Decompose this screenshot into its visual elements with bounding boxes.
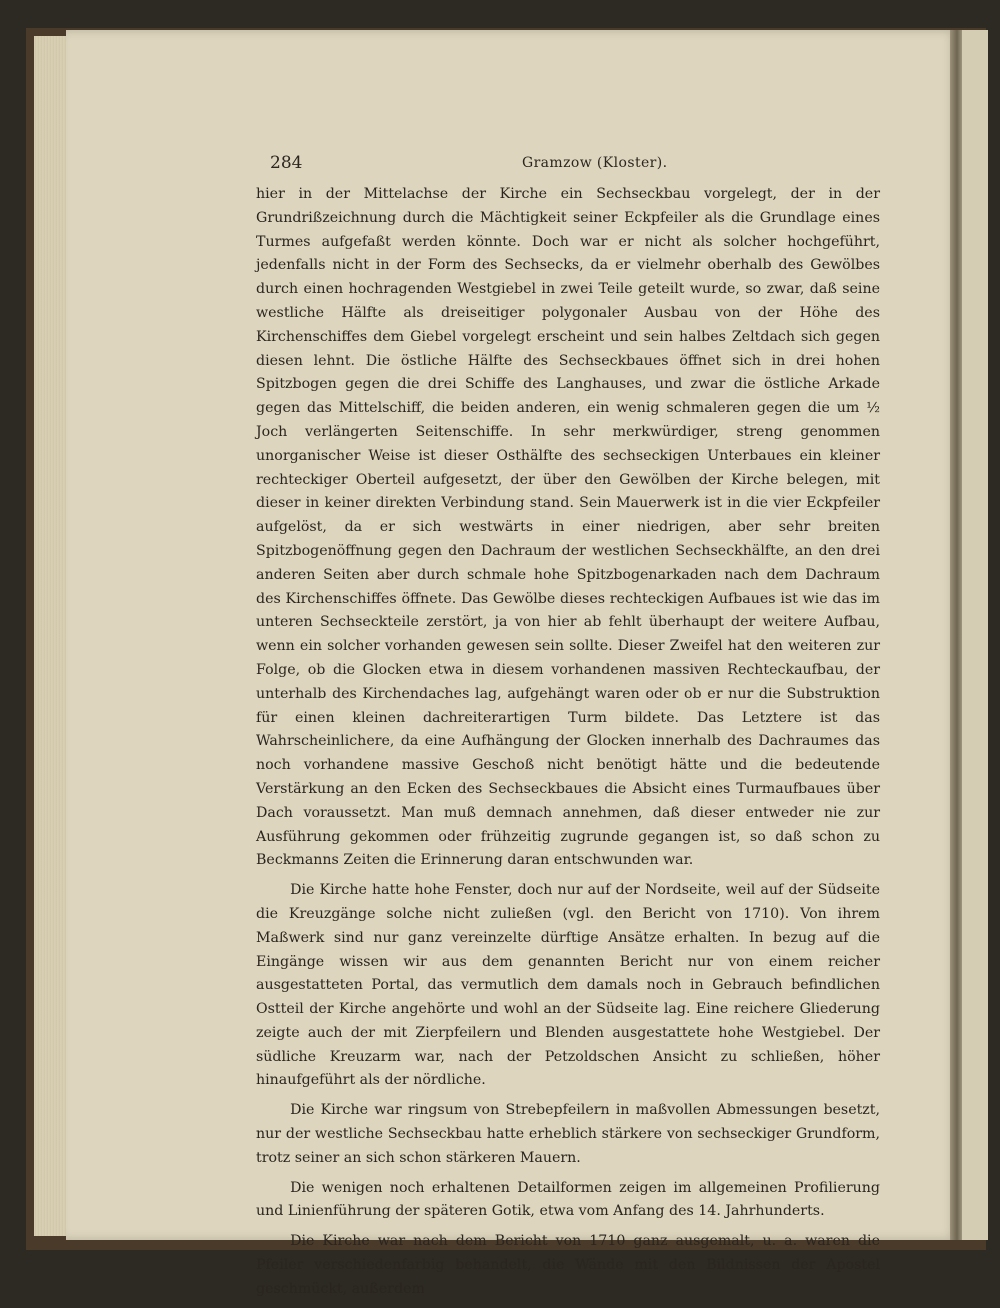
paragraph: Die Kirche hatte hohe Fenster, doch nur auf der Nordseite, weil auf der Südseite die Kreuzgänge solche nicht zuließen (vgl. den Bericht von 1710). Von ihrem Maßwerk sind nur ganz vereinzelte dürftige Ansätze erhalten. In bezug auf die Eingänge wissen wir aus dem genannten Bericht nur von einem reicher ausgestatteten Portal, das vermutlich dem damals noch in Gebrauch befindlichen Ostteil der Kirche angehörte und wohl an der Südseite lag. Eine reichere Gliederung zeigte auch der mit Zierpfeilern und Blenden ausgestattete hohe Westgiebel. Der südliche Kreuzarm war, nach der Petzoldschen Ansicht zu schließen, höher hinaufgeführt als der nördliche.	[256, 882, 880, 1089]
paragraph: Die wenigen noch erhaltenen Detailformen zeigen im allgemeinen Profilierung und Linienführung der späteren Gotik, etwa vom Anfang des 14. Jahrhunderts.	[256, 1179, 880, 1220]
page-number: 284	[270, 153, 303, 173]
running-head: Gramzow (Kloster).	[522, 155, 668, 171]
facing-page-edge	[962, 30, 988, 1240]
paragraph: Die Kirche war nach dem Bericht von 1710 ganz ausgemalt, u. a. waren die Pfeiler verschiedenfarbig behandelt, die Wände mit den Bildnissen der Apostel geschmückt, außerdem	[256, 1233, 880, 1297]
paragraph: hier in der Mittelachse der Kirche ein Sechseckbau vorgelegt, der in der Grundrißzeichnung durch die Mächtigkeit seiner Eckpfeiler als die Grundlage eines Turmes aufgefaßt werden könnte. Doch war er nicht als solcher hochgeführt, jedenfalls nicht in der Form des Sechsecks, da er vielmehr oberhalb des Gewölbes durch einen hochragenden Westgiebel in zwei Teile geteilt wurde, so zwar, daß seine westliche Hälfte als dreiseitiger polygonaler Ausbau von der Höhe des Kirchenschiffes dem Giebel vorgelegt erscheint und sein halbes Zeltdach sich gegen diesen lehnt. Die östliche Hälfte des Sechseckbaues öffnet sich in drei hohen Spitzbogen gegen die drei Schiffe des Langhauses, und zwar die östliche Arkade gegen das Mittelschiff, die beiden anderen, ein wenig schmaleren gegen die um ½ Joch verlängerten Seitenschiffe. In sehr merkwürdiger, streng genommen unorganischer Weise ist dieser Osthälfte des sechseckigen Unterbaues ein kleiner rechteckiger Oberteil aufgesetzt, der über den Gewölben der Kirche belegen, mit dieser in keiner direkten Verbindung stand. Sein Mauerwerk ist in die vier Eckpfeiler aufgelöst, da er sich westwärts in einer niedrigen, aber sehr breiten Spitzbogenöffnung gegen den Dachraum der westlichen Sechseckhälfte, an den drei anderen Seiten aber durch schmale hohe Spitzbogenarkaden nach dem Dachraum des Kirchenschiffes öffnete. Das Gewölbe dieses rechteckigen Aufbaues ist wie das im unteren Sechseckteile zerstört, ja von hier ab fehlt überhaupt der weitere Aufbau, wenn ein solcher vorhanden gewesen sein sollte. Dieser Zweifel hat den weiteren zur Folge, ob die Glocken etwa in diesem vorhandenen massiven Rechteckaufbau, der unterhalb des Kirchendaches lag, aufgehängt waren oder ob er nur die Substruktion für einen kleinen dachreiterartigen Turm bildete. Das Letztere ist das Wahrscheinlichere, da eine Aufhängung der Glocken innerhalb des Dachraumes das noch vorhandene massive Geschoß nicht benötigt hätte und die bedeutende Verstärkung an den Ecken des Sechseckbaues die Absicht eines Turmaufbaues über Dach voraussetzt. Man muß demnach annehmen, daß dieser entweder nie zur Ausführung gekommen oder frühzeitig zugrunde gegangen ist, so daß schon zu Beckmanns Zeiten die Erinnerung daran entschwunden war.	[256, 186, 880, 869]
body-text	[256, 183, 880, 1308]
paragraph: Die Kirche war ringsum von Strebepfeilern in maßvollen Abmessungen besetzt, nur der westliche Sechseckbau hatte erheblich stärkere von sechseckiger Grundform, trotz seiner an sich schon stärkeren Mauern.	[256, 1102, 880, 1166]
page-header	[270, 153, 880, 177]
